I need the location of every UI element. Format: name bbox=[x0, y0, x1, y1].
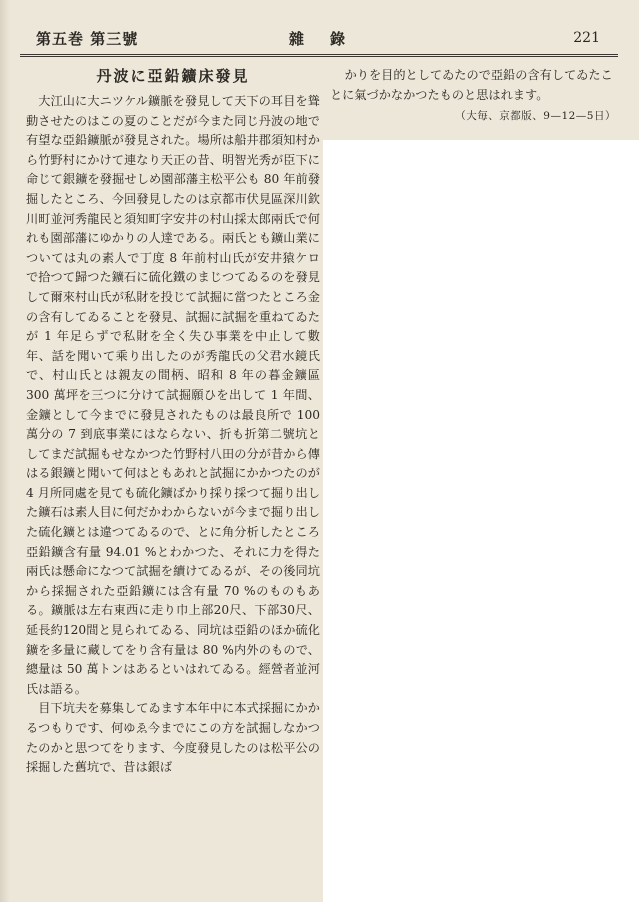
blank-area bbox=[323, 140, 639, 902]
volume-issue-label: 第五巻 第三號 bbox=[36, 30, 139, 48]
article-continuation: かりを目的としてゐたので亞鉛の含有してゐたことに氣づかなかつたものと思はれます。 bbox=[330, 68, 613, 102]
header-rule bbox=[20, 54, 618, 57]
article-paragraph-2: 目下坑夫を募集してゐます本年中に本式採掘にかかるつもりです、何ゆゑ今までにこの方を試掘しなかつたのかと思つてをります、今度發見したのは松平公の採掘した舊坑で、昔は銀ば bbox=[26, 701, 320, 775]
article-title: 丹波に亞鉛鑛床發見 bbox=[96, 67, 250, 85]
page-header bbox=[14, 24, 620, 50]
article-citation: （大毎、京都版、9—12—5日） bbox=[455, 110, 616, 123]
article-right-column bbox=[330, 66, 616, 127]
article-paragraph-1: 大江山に大ニツケル鑛脈を發見して天下の耳目を聳動させたのはこの夏のことだが今また同じ丹波の地で有望な亞鉛鑛脈が發見された。場所は船井郡須知村から竹野村にかけて連なり天正の昔、明智光秀が臣下に命じて銀鑛を發掘せしめ園部藩主松平公も 80 年前發掘したところ、今回發見したのは京都市伏見區深川欽川町並河秀龍民と須知町字安井の村山採太郎兩氏で何れも園部藩にゆかりの人達である。兩氏とも鑛山業については丸の素人で丁度 8 年前村山氏が安井猿ケロで拾つて歸つた鑛石に硫化鐵のまじつてゐるのを發見して爾來村山氏が私財を投じて試掘に當つたところ金の含有してゐることを發見、試掘に試掘を重ねてゐたが 1 年足らずで私財を全く失ひ事業を中止して數年、話を聞いて乘り出したのが秀龍氏の父君水鏡氏で、村山氏とは親友の間柄、昭和 8 年の暮金鑛區 300 萬坪を三つに分けて試掘願ひを出して 1 年間、金鑛として今までに發見されたものは最良所で 100 萬分の 7 到底事業にはならない、折も折第二號坑としてまだ試掘もせなかつた竹野村八田の分が昔から傳はる銀鑛と聞いて何はともあれと試掘にかかつたのが 4 月所同處を見ても硫化鑛ばかり採り採つて掘り出した鑛石は素人目に何だかわからないが今まで掘り出した硫化鑛とは違つてゐるので、とに角分析したところ亞鉛鑛含有量 94.01 %とわかつた、それに力を得た兩氏は懸命になつて試掘を續けてゐるが、その後同坑から採掘された亞鉛鑛には含有量 70 %のものもある。鑛脈は左右東西に走り巾上部20尺、下部30尺、延長約120間と見られてゐる、同坑は亞鉛のほか硫化鑛を多量に藏してをり含有量は 80 %内外のもので、總量は 50 萬トンはあるといはれてゐる。經營者並河氏は語る。 bbox=[26, 94, 320, 696]
article-left-column bbox=[26, 66, 320, 778]
page-number: 221 bbox=[573, 30, 600, 46]
section-label: 雜錄 bbox=[289, 30, 372, 48]
page-gutter-shadow bbox=[0, 0, 10, 902]
